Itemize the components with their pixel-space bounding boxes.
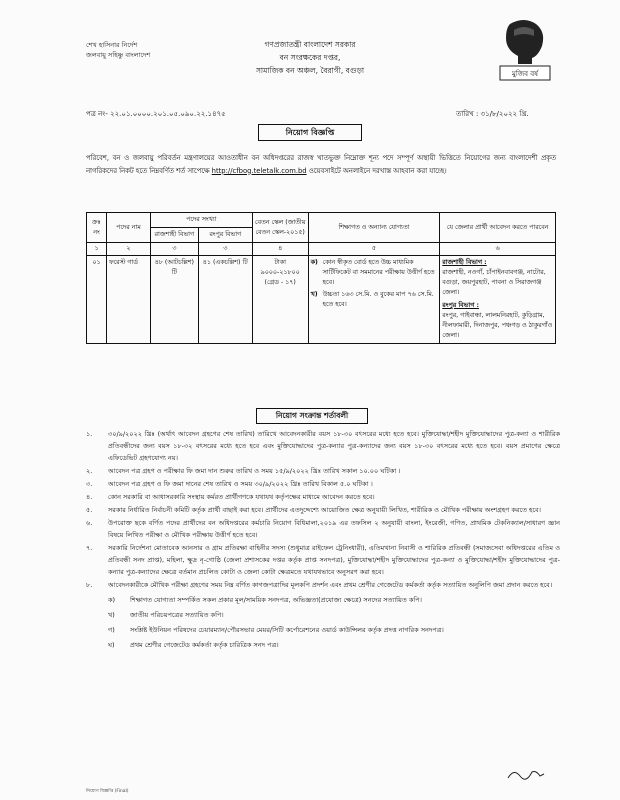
header-line-3: সামাজিক বন অঞ্চল, বৈরাগী, বগুড়া <box>255 66 365 75</box>
condition-item: ৬. উপরোক্ত ছকে বর্ণিত পদের প্রার্থীদের বন অধিদপ্তরের কর্মচারি নিয়োগ বিধিমালা,২০১৯ এর তফসিল ২ অনুযায়ী বাংলা, ইংরেজী, গণিত, প্রাথমিক টেকনিক্যাল/সাধারণ জ্ঞান বিষয়ে লিখিত পরীক্ষা ও মৌখিক পরীক্ষায় উত্তীর্ণ হতে হবে। <box>86 519 560 539</box>
slogan-line-1: শেখ হাসিনার নির্দেশ <box>86 41 138 49</box>
memo-number: পত্র নং- ২২.০১.০০০০.২০১.০৫.০৯০.২২.১৪৭৫ <box>86 110 226 118</box>
qualification-item: খ) উচ্চতা ১৬৩ সে.মি. ও বুকের মাপ ৭৬ সে.মি. হতে হবে। <box>310 291 434 308</box>
table-header-row <box>87 213 556 228</box>
condition-item: ২. আবেদন পত্র গ্রহণ ও পরীক্ষার ফি জমা দান শুরুর তারিখ ও সময় ১৫/৯/২০২২ খ্রিঃ তারিখ সকাল ১০.০০ ঘটিকা । <box>86 467 401 475</box>
conditions-list <box>86 428 560 651</box>
conditions-title: নিয়োগ সংক্রান্ত শর্তাবলী <box>256 408 368 424</box>
col-rajshahi: রাজশাহী বিভাগ <box>150 228 198 243</box>
header-line-2: বন সংরক্ষকের দপ্তর, <box>279 53 341 62</box>
header-line-1: গণপ্রজাতন্ত্রী বাংলাদেশ সরকার <box>264 40 356 49</box>
logo-text: মুজিব বর্ষ <box>511 70 539 78</box>
col-district: যে জেলার প্রার্থী আবেদন করতে পারবেন <box>440 213 556 243</box>
table-row <box>87 256 556 344</box>
mujib-borsho-logo <box>492 16 558 86</box>
vacancy-table <box>86 212 556 344</box>
cell-district <box>440 256 556 344</box>
footer-filename: নিয়োগ বিজ্ঞপ্তি (Final) <box>86 789 129 794</box>
signature <box>506 764 546 784</box>
cell-rajshahi-count: ৪৮ (আটচল্লিশ) টি <box>150 256 198 344</box>
document-item: ঘ) প্রথম শ্রেণীর গেজেটেড কর্মকর্তা কর্তৃক চারিত্রিক সনদ পত্র। <box>108 641 279 649</box>
col-post: পদের নাম <box>106 213 150 243</box>
condition-item: ১. ৩০/৯/২০২২ খ্রিঃ (অর্থাৎ আবেদন গ্রহণের শেষ তারিখ) তারিখে আবেদনকারীর বয়স ১৮-৩০ বৎসরের মধ্যে হতে হবে। মুক্তিযোদ্ধা/শহীদ মুক্তিযোদ্ধাদের পুত্র-কন্যা ও শারীরিক প্রতিবন্ধীদের জন্য বয়স ১৮-৩২ বৎসরের মধ্যে হতে হবে এবং মুক্তিযোদ্ধাদের পুত্র-কন্যার পুত্র-কন্যাদের জন্য বয়স ১৮-৩০ বৎসরের মধ্যে হতে হবে। বয়স প্রমাণের ক্ষেত্রে এফিডেভিট গ্রহণযোগ্য নয়। <box>86 430 560 462</box>
cell-pay: টাকা ৯০০০-২১৮০০ (গ্রেড - ১৭) <box>252 256 308 344</box>
col-number: ২ <box>106 243 150 256</box>
condition-item: ৭. সরকারি নির্দেশনা মোতাবেক আনসার ও গ্রাম প্রতিরক্ষা বাহিনীর সদস্য (শুধুমাত্র রাইফেল ট্রেনিংধারী), এতিমখানা নিবাসী ও শারিরিক প্রতিবন্ধী (সমাজসেবা অধিদপ্তরের এতিম ও প্রতিবন্ধী সনদ প্রাপ্ত), মহিলা, ক্ষুদ্র নৃ-গোষ্ঠি (জেলা প্রশাসকের দপ্তর কর্তৃক প্রাপ্ত সনদপত্র), মুক্তিযোদ্ধা/শহীদ মুক্তিযোদ্ধাদের পুত্র-কন্যা ও মুক্তিযোদ্ধা/শহীদ মুক্তিযোদ্ধাদের পুত্র-কন্যার পুত্র-কন্যাদের ক্ষেত্রে বর্তমান প্রচলিত কোটা ও জেলা কোটা ক্ষেত্রমতে যথাযথভাবে অনুসরণ করা হবে। <box>86 544 560 576</box>
qualification-item: ক) কোন স্বীকৃত বোর্ড হতে উচ্চ মাধ্যমিক সার্টিফিকেট বা সমমানের পরীক্ষায় উত্তীর্ণ হতে হবে। <box>310 259 435 286</box>
col-number: ৩ <box>198 243 252 256</box>
col-number: ৪ <box>252 243 308 256</box>
col-pay: বেতন স্কেল (জাতীয় বেতন স্কেল-২০১৫) <box>252 213 308 243</box>
cell-qualification <box>308 256 440 344</box>
rangpur-division-title: রংপুর বিভাগ : <box>442 302 480 309</box>
slogan <box>86 40 150 60</box>
document-item: খ) জাতীয় পরিচয়পত্রের সত্যায়িত কপি। <box>108 611 224 619</box>
notice-title: নিয়োগ বিজ্ঞপ্তি <box>258 124 362 141</box>
intro-text-end: ওয়েবসাইটে অনলাইনে দরখাস্ত আহবান করা যাচ্ছে। <box>308 166 447 175</box>
col-rangpur: রংপুর বিভাগ <box>198 228 252 243</box>
col-qualification: শিক্ষাগত ও অন্যান্য যোগ্যতা <box>308 213 440 243</box>
condition-item: ৪. কোন সরকারি বা আধাসরকারি সংস্থায় কর্মরত প্রার্থীগণকে যথাযথ কর্তৃপক্ষের মাধ্যমে আবেদন করতে হবে। <box>86 493 375 501</box>
cell-serial: ০১ <box>87 256 107 344</box>
slogan-line-2: জলবায়ু সহিষ্ণু বাংলাদেশ <box>86 51 151 59</box>
rajshahi-division-title: রাজশাহী বিভাগ : <box>442 259 487 266</box>
col-number: ১ <box>87 243 107 256</box>
rajshahi-districts: রাজশাহী, নওগাঁ, চাঁপাইনবাবগঞ্জ, নাটোর, বগুড়া, জয়পুরহাট, পাবনা ও সিরাজগঞ্জ জেলা। <box>442 269 546 296</box>
table-number-row <box>87 243 556 256</box>
condition-item: ৫. সরকার নির্ধারিত নির্বাচনী কমিটি কর্তৃক প্রার্থী বাছাই করা হবে। প্রার্থীদের এতদুদ্দেশ্যে আয়োজিত ক্ষেত্র অনুযায়ী লিখিত, শারীরিক ও মৌখিক পরীক্ষায় অংশগ্রহণ করতে হবে। <box>86 506 541 514</box>
application-website-link[interactable]: http://cfbog.teletalk.com.bd <box>211 166 307 175</box>
memo-date: তারিখ : ৩১/৮/২০২২ খ্রি. <box>456 110 529 118</box>
col-number: ৬ <box>440 243 556 256</box>
cell-rangpur-count: ৪১ (একচল্লিশ) টি <box>198 256 252 344</box>
document-item: ক) শিক্ষাগত যোগ্যতা সম্পর্কিত সকল প্রকার মূল/সাময়িক সনদপত্র, অভিজ্ঞতা(প্রযোজ্য ক্ষেত্রে) সনদের সত্যায়িত কপি। <box>108 596 422 604</box>
col-number: ৩ <box>150 243 198 256</box>
condition-item: ৮. আবেদনকারীকে মৌখিক পরীক্ষা গ্রহণের সময় নিম্ন বর্ণিত কাগজপত্রাদির মূলকপি প্রদর্শন এবং প্রথম শ্রেণীর গেজেটেড কর্মকর্তা কর্তৃক সত্যায়িত অনুলিপি জমা প্রদান করতে হবে। <box>86 581 553 589</box>
col-serial: ক্রঃ নং <box>87 213 107 243</box>
condition-item: ৩. আবেদন পত্র গ্রহণ ও ফি জমা দানের শেষ তারিখ ও সময় ৩০/৯/২০২২ খ্রিঃ তারিখ বিকাল ৫.০ ঘটিকা । <box>86 480 373 488</box>
col-number: ৫ <box>308 243 440 256</box>
col-count: পদের সংখ্যা <box>150 213 252 228</box>
office-header <box>180 38 440 77</box>
cell-post: ফরেস্ট গার্ড <box>106 256 150 344</box>
document-item: গ) সংশ্লিষ্ট ইউনিয়ন পরিষদের চেয়ারম্যান/পৌরসভার মেয়র/সিটি কর্পোরেশনের ওয়ার্ড কাউন্সিলর কর্তৃক প্রদত্ত নাগরিক সনদপত্র। <box>108 626 444 634</box>
intro-text: পরিবেশ, বন ও জলবায়ু পরিবর্তন মন্ত্রণালয়ের আওতাধীন বন অধিদপ্তরের রাজস্ব খাতভুক্ত নিম্নোক্ত শূন্য পদে সম্পূর্ণ অস্থায়ী ভিত্তিতে নিয়োগের জন্য বাংলাদেশী প্রকৃত নাগরিকদের নিকট হতে নিম্নবর্ণিত শর্ত সাপেক্ষে <box>86 154 556 175</box>
intro-paragraph <box>86 152 556 177</box>
rangpur-districts: রংপুর, গাইবান্ধা, লালমনিরহাট, কুড়িগ্রাম, নীলফামারী, দিনাজপুর, পঞ্চগড় ও ঠাকুরগাঁও জেলা। <box>442 312 553 339</box>
